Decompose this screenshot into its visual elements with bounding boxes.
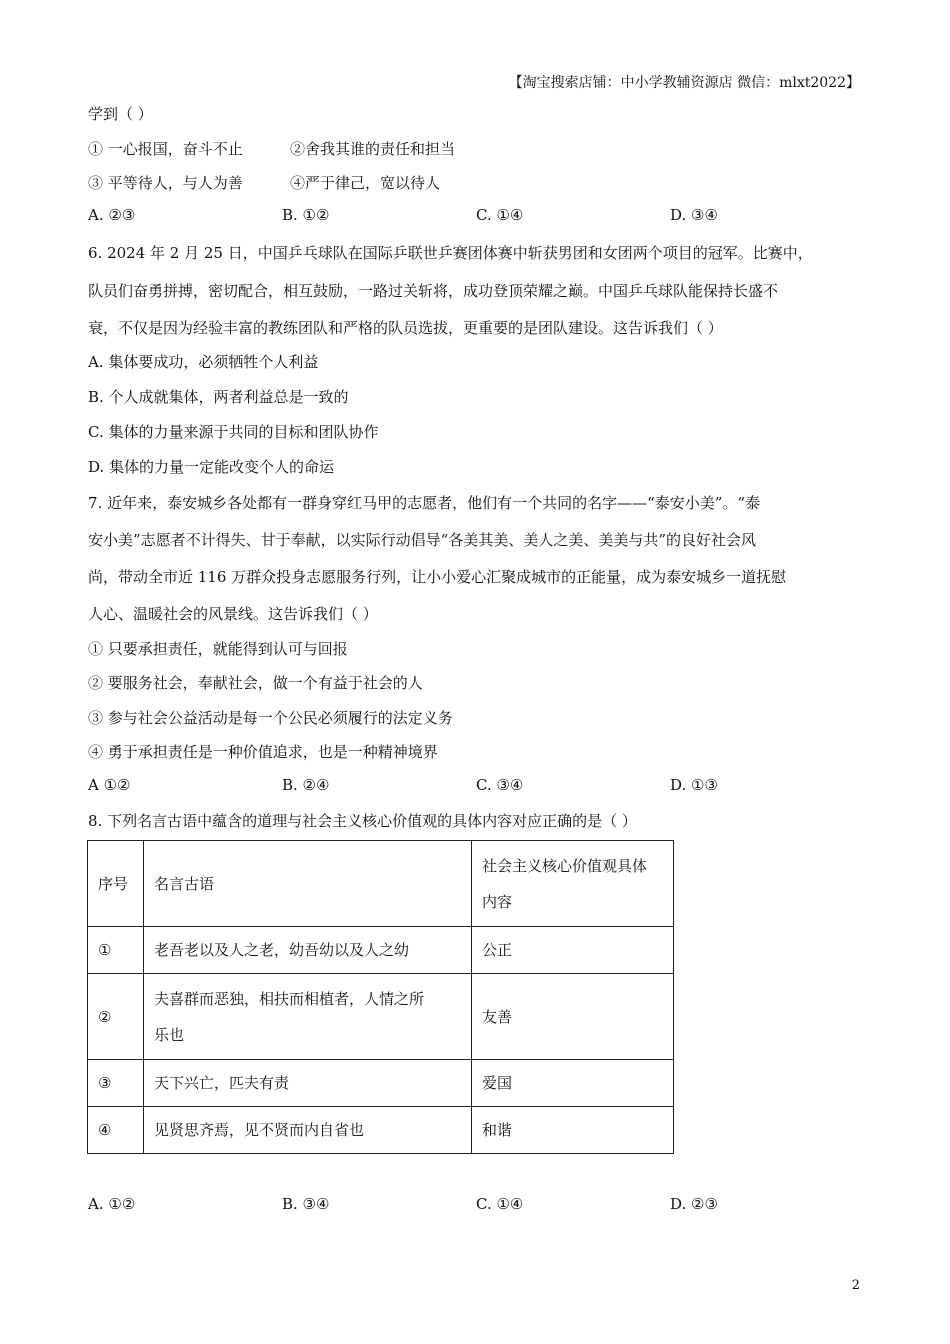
- q6-option-d: D. 集体的力量一定能改变个人的命运: [88, 458, 335, 476]
- q7-stem-line-3: 尚，带动全市近 116 万群众投身志愿服务行列，让小小爱心汇聚成城市的正能量，成为泰安城乡一道抚慰: [88, 568, 787, 586]
- q5-choice-b: B. ①②: [282, 206, 330, 224]
- q8-stem: 8. 下列名言古语中蕴含的道理与社会主义核心价值观的具体内容对应正确的是（ ）: [88, 812, 637, 830]
- q8-choice-d: D. ②③: [670, 1195, 718, 1213]
- row-value: 公正: [472, 927, 674, 974]
- q5-item-2: ②舍我其谁的责任和担当: [290, 140, 456, 158]
- q7-item-4: ④ 勇于承担责任是一种价值追求，也是一种精神境界: [88, 743, 438, 761]
- page-header: 【淘宝搜索店铺：中小学教辅资源店 微信：mlxt2022】: [508, 75, 860, 91]
- q7-item-3: ③ 参与社会公益活动是每一个公民必须履行的法定义务: [88, 709, 453, 727]
- row-number: ①: [88, 927, 144, 974]
- q5-item-1: ① 一心报国，奋斗不止: [88, 140, 243, 158]
- row-quote: 见贤思齐焉，见不贤而内自省也: [144, 1107, 472, 1154]
- q7-stem-line-4: 人心、温暖社会的风景线。这告诉我们（ ）: [88, 605, 378, 623]
- row-value: 爱国: [472, 1060, 674, 1107]
- row-value: 和谐: [472, 1107, 674, 1154]
- q7-stem-line-1: 7. 近年来，泰安城乡各处都有一群身穿红马甲的志愿者，他们有一个共同的名字——“泰安小美”。“泰: [88, 494, 761, 512]
- q8-choice-b: B. ③④: [282, 1195, 330, 1213]
- q6-option-c: C. 集体的力量来源于共同的目标和团队协作: [88, 423, 379, 441]
- q6-stem-line-3: 衰，不仅是因为经验丰富的教练团队和严格的队员选拔，更重要的是团队建设。这告诉我们（ ）: [88, 319, 723, 337]
- header-value: [472, 841, 674, 927]
- q7-item-2: ② 要服务社会，奉献社会，做一个有益于社会的人: [88, 674, 423, 692]
- header-value-line-2: 内容: [482, 892, 513, 911]
- q8-choice-c: C. ①④: [476, 1195, 524, 1213]
- q7-stem-line-2: 安小美”志愿者不计得失、甘于奉献，以实际行动倡导“各美其美、美人之美、美美与共”的良好社会风: [88, 531, 757, 549]
- table-row: [88, 927, 674, 974]
- table-row: [88, 974, 674, 1060]
- q5-choice-a: A. ②③: [88, 206, 136, 224]
- q6-option-b: B. 个人成就集体，两者利益总是一致的: [88, 388, 349, 406]
- row-quote: 天下兴亡，匹夫有责: [144, 1060, 472, 1107]
- q5-choice-c: C. ①④: [476, 206, 524, 224]
- header-value-line-1: 社会主义核心价值观具体: [482, 856, 648, 875]
- header-number: 序号: [88, 841, 144, 927]
- q6-option-a: A. 集体要成功，必须牺牲个人利益: [88, 353, 319, 371]
- table-row: [88, 1107, 674, 1154]
- q5-item-4: ④严于律己，宽以待人: [290, 174, 441, 192]
- row-quote-line-1: 夫喜群而恶独，相扶而相植者，人情之所: [154, 989, 425, 1008]
- row-quote: 老吾老以及人之老，幼吾幼以及人之幼: [144, 927, 472, 974]
- q7-choice-a: A ①②: [88, 776, 131, 794]
- q7-item-1: ① 只要承担责任，就能得到认可与回报: [88, 640, 348, 658]
- q7-choice-b: B. ②④: [282, 776, 330, 794]
- q5-choice-d: D. ③④: [670, 206, 718, 224]
- page-number: 2: [851, 1278, 860, 1293]
- header-quote: 名言古语: [144, 841, 472, 927]
- row-number: ②: [88, 974, 144, 1060]
- q5-continuation: 学到（ ）: [88, 105, 153, 123]
- q8-choice-a: A. ①②: [88, 1195, 136, 1213]
- q7-choice-d: D. ①③: [670, 776, 718, 794]
- row-quote: [144, 974, 472, 1060]
- q8-table: [87, 840, 674, 1154]
- table-row: [88, 1060, 674, 1107]
- row-number: ③: [88, 1060, 144, 1107]
- row-quote-line-2: 乐也: [154, 1025, 185, 1044]
- q6-stem-line-2: 队员们奋勇拼搏，密切配合，相互鼓励，一路过关斩将，成功登顶荣耀之巅。中国乒乓球队能保持长盛不: [88, 282, 779, 300]
- row-value: 友善: [472, 974, 674, 1060]
- q5-item-3: ③ 平等待人，与人为善: [88, 174, 243, 192]
- row-number: ④: [88, 1107, 144, 1154]
- q6-stem-line-1: 6. 2024 年 2 月 25 日，中国乒乓球队在国际乒联世乒赛团体赛中斩获男团和女团两个项目的冠军。比赛中，: [88, 244, 813, 262]
- q7-choice-c: C. ③④: [476, 776, 524, 794]
- table-header-row: [88, 841, 674, 927]
